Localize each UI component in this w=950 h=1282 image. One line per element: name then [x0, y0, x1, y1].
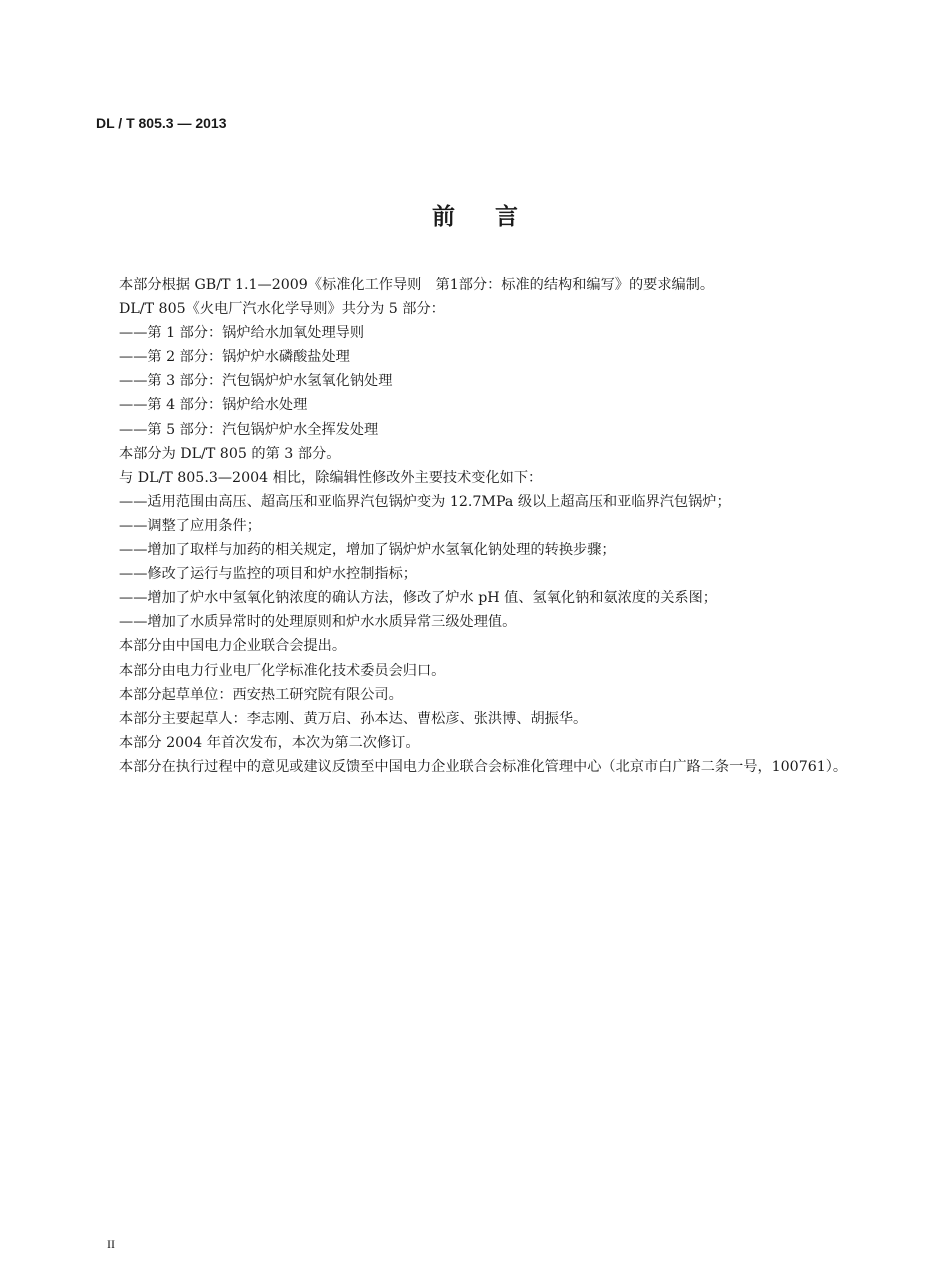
paragraph: 本部分为 DL/T 805 的第 3 部分。 — [119, 445, 341, 462]
paragraph: ——第 1 部分：锅炉给水加氧处理导则 — [119, 325, 365, 342]
paragraph: 本部分由电力行业电厂化学标准化技术委员会归口。 — [119, 662, 446, 679]
paragraph: ——增加了取样与加药的相关规定，增加了锅炉炉水氢氧化钠处理的转换步骤； — [119, 542, 616, 559]
paragraph: ——第 3 部分：汽包锅炉炉水氢氧化钠处理 — [119, 373, 393, 390]
paragraph: 本部分主要起草人：李志刚、黄万启、孙本达、曹松彦、张洪博、胡振华。 — [119, 710, 588, 727]
page-title: 前言 — [432, 203, 558, 230]
paragraph: 与 DL/T 805.3—2004 相比，除编辑性修改外主要技术变化如下： — [119, 469, 543, 486]
paragraph: 本部分根据 GB/T 1.1—2009《标准化工作导则 第1部分：标准的结构和编写》的要求编制。 — [119, 277, 715, 293]
paragraph: 本部分起草单位：西安热工研究院有限公司。 — [119, 686, 403, 703]
paragraph: 本部分在执行过程中的意见或建议反馈至中国电力企业联合会标准化管理中心（北京市白广路二条一号，100761）。 — [119, 758, 848, 775]
paragraph: 本部分 2004 年首次发布，本次为第二次修订。 — [119, 734, 420, 751]
paragraph: ——修改了运行与监控的项目和炉水控制指标； — [119, 566, 417, 583]
foreword-body — [104, 273, 860, 779]
paragraph: ——适用范围由高压、超高压和亚临界汽包锅炉变为 12.7MPa 级以上超高压和亚临界汽包锅炉； — [119, 493, 731, 510]
page-number: II — [107, 1237, 115, 1251]
paragraph: ——调整了应用条件； — [119, 517, 261, 534]
paragraph: ——增加了水质异常时的处理原则和炉水水质异常三级处理值。 — [119, 614, 517, 631]
paragraph: ——第 2 部分：锅炉炉水磷酸盐处理 — [119, 349, 350, 366]
paragraph: ——第 5 部分：汽包锅炉炉水全挥发处理 — [119, 421, 379, 438]
paragraph: 本部分由中国电力企业联合会提出。 — [119, 638, 347, 655]
document-code-header: DL / T 805.3 — 2013 — [96, 115, 227, 131]
paragraph: ——增加了炉水中氢氧化钠浓度的确认方法，修改了炉水 pH 值、氢氧化钠和氨浓度的关系图； — [119, 590, 717, 607]
paragraph: ——第 4 部分：锅炉给水处理 — [119, 397, 308, 414]
paragraph: DL/T 805《火电厂汽水化学导则》共分为 5 部分： — [119, 301, 445, 318]
